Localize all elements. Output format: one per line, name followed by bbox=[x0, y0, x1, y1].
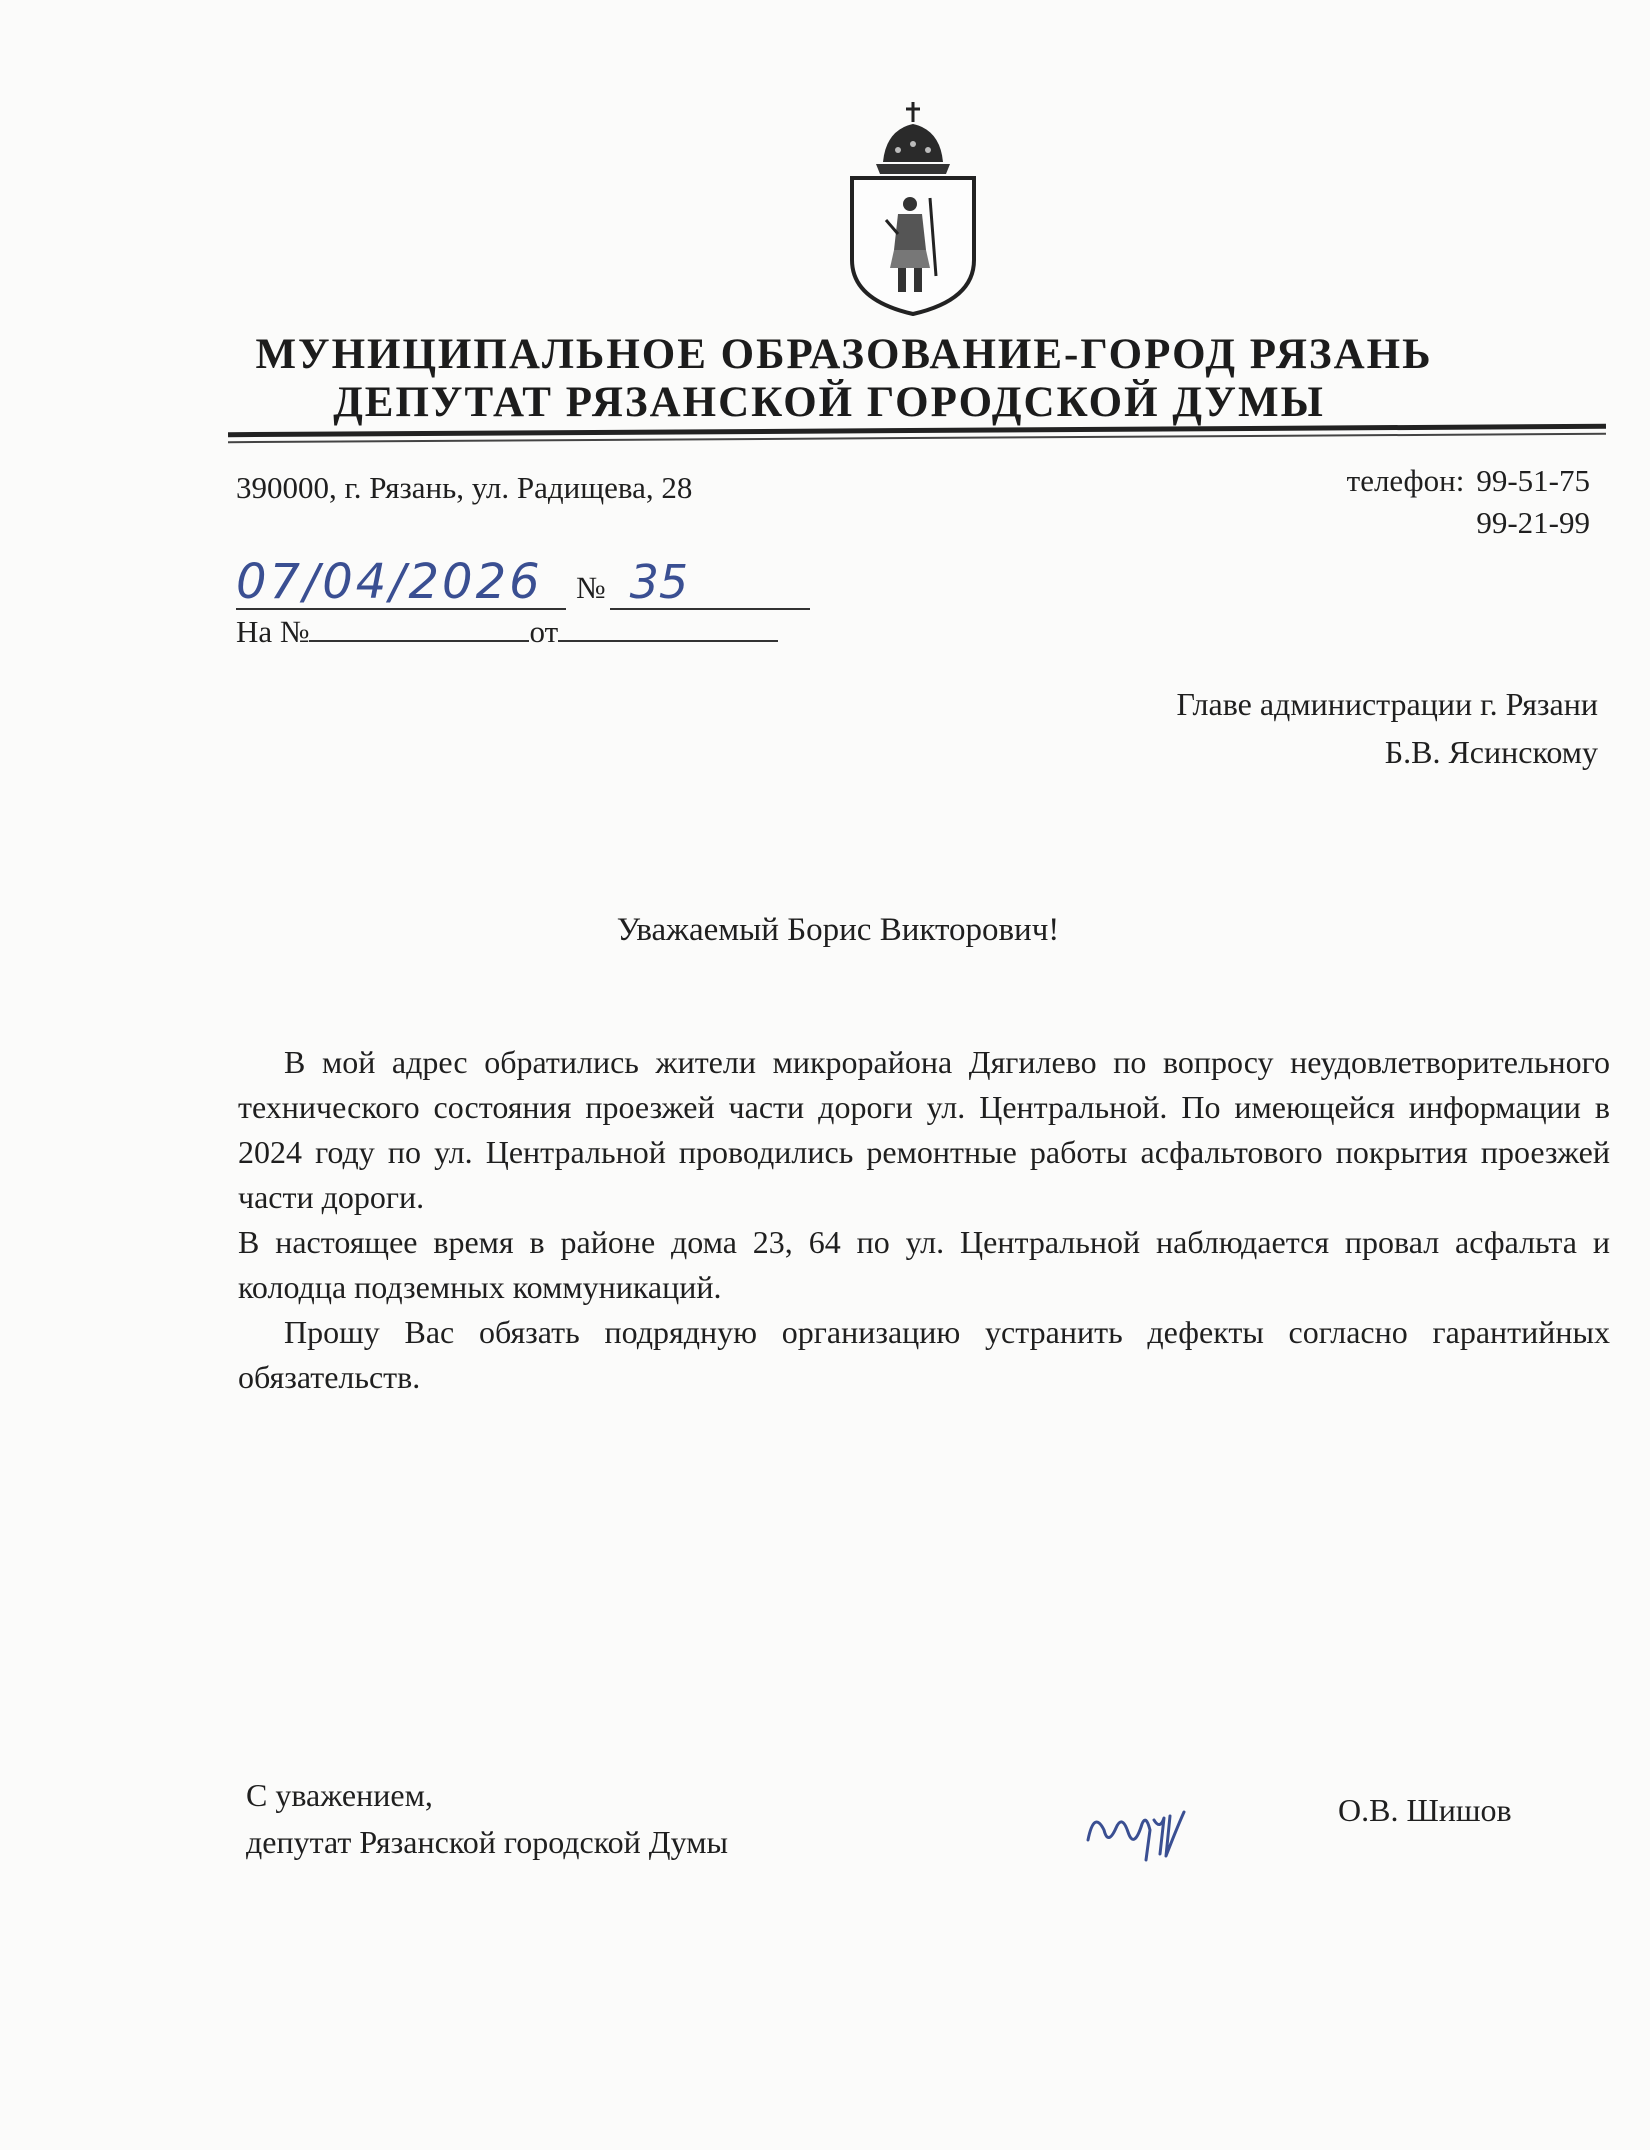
closing-position: депутат Рязанской городской Думы bbox=[246, 1824, 728, 1860]
sender-address: 390000, г. Рязань, ул. Радищева, 28 bbox=[236, 470, 693, 505]
recipient-block bbox=[1176, 680, 1598, 776]
handwritten-outgoing-number: 35 bbox=[610, 556, 810, 610]
phone-number-1: 99-51-75 bbox=[1476, 463, 1590, 498]
registration-row bbox=[236, 556, 810, 610]
letter-body bbox=[238, 1040, 1610, 1400]
handwritten-signature bbox=[1080, 1790, 1200, 1870]
phone-number-2: 99-21-99 bbox=[1476, 505, 1590, 540]
signer-name: О.В. Шишов bbox=[1338, 1792, 1512, 1828]
phone-block bbox=[1347, 460, 1590, 544]
recipient-position: Главе администрации г. Рязани bbox=[1176, 686, 1598, 722]
closing-regards: С уважением, bbox=[246, 1777, 433, 1813]
body-paragraph-1: В мой адрес обратились жители микрорайона Дягилево по вопросу неудовлетворительного технического состояния проезжей части дороги ул. Центральной. По имеющейся информации в 2024 году по ул. Центральной проводились ремонтные работы асфальтового покрытия проезжей части дороги. bbox=[238, 1044, 1610, 1215]
reply-date-blank bbox=[558, 612, 778, 642]
reply-to-label: На № bbox=[236, 614, 310, 649]
reference-row bbox=[236, 612, 778, 650]
closing-block bbox=[246, 1772, 728, 1866]
header-title-municipality: МУНИЦИПАЛЬНОЕ ОБРАЗОВАНИЕ-ГОРОД РЯЗАНЬ bbox=[255, 331, 1433, 378]
body-paragraph-2: В настоящее время в районе дома 23, 64 по ул. Центральной наблюдается провал асфальта и колодца подземных коммуникаций. bbox=[238, 1224, 1610, 1305]
header-title-deputy: ДЕПУТАТ РЯЗАНСКОЙ ГОРОДСКОЙ ДУМЫ bbox=[333, 379, 1325, 426]
from-label: от bbox=[529, 614, 559, 649]
salutation: Уважаемый Борис Викторович! bbox=[616, 912, 1060, 948]
body-paragraph-3: Прошу Вас обязать подрядную организацию устранить дефекты согласно гарантийных обязательств. bbox=[238, 1314, 1610, 1395]
phone-label: телефон: bbox=[1346, 463, 1465, 498]
handwritten-date: 07/04/2026 bbox=[236, 556, 566, 610]
reply-number-blank bbox=[309, 612, 529, 642]
number-sign: № bbox=[576, 570, 606, 605]
recipient-name: Б.В. Ясинскому bbox=[1384, 734, 1598, 770]
coat-of-arms-icon bbox=[838, 100, 988, 320]
